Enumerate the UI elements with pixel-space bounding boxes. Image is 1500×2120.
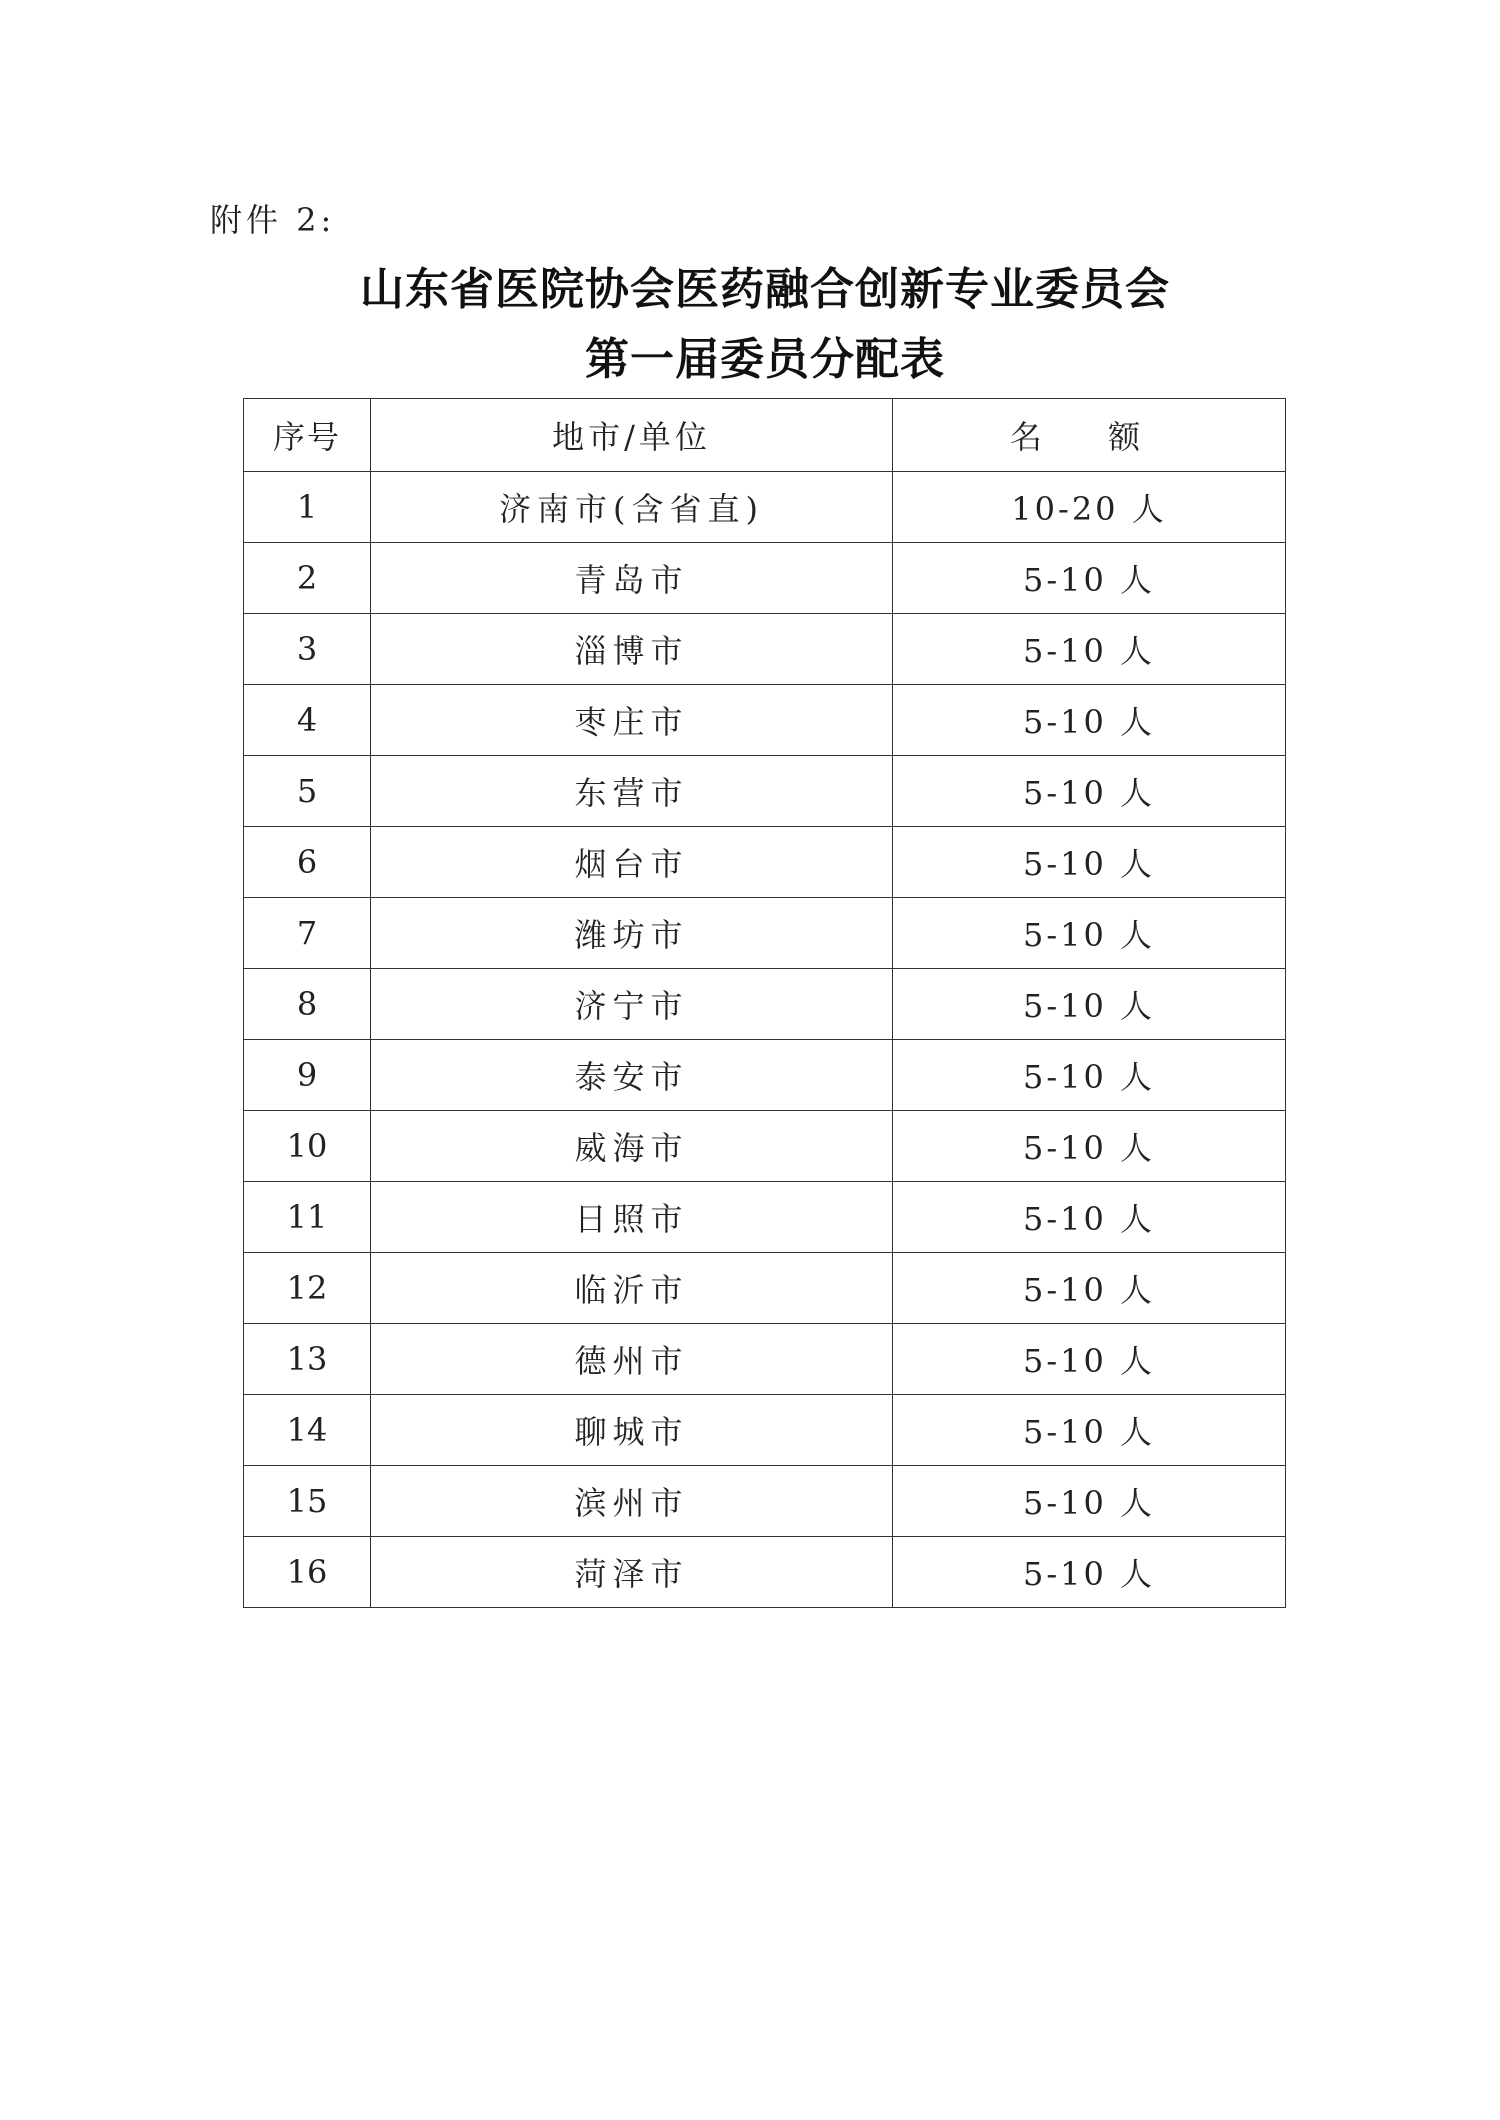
quota-cell: 5-10 人 [893, 1324, 1286, 1395]
table-body [244, 472, 1286, 1608]
city-unit-cell: 青岛市 [371, 543, 893, 614]
table-row [244, 1253, 1286, 1324]
serial-number-cell: 1 [244, 472, 371, 543]
attachment-label: 附件 2: [210, 201, 336, 239]
city-unit-cell: 日照市 [371, 1182, 893, 1253]
city-unit-cell: 潍坊市 [371, 898, 893, 969]
table-row [244, 1040, 1286, 1111]
serial-number-cell: 9 [244, 1040, 371, 1111]
table-row [244, 1111, 1286, 1182]
table-row [244, 827, 1286, 898]
title-line-1: 山东省医院协会医药融合创新专业委员会 [360, 264, 1170, 315]
city-unit-cell: 菏泽市 [371, 1537, 893, 1608]
city-unit-cell: 泰安市 [371, 1040, 893, 1111]
serial-number-cell: 12 [244, 1253, 371, 1324]
quota-cell: 5-10 人 [893, 898, 1286, 969]
table-header-row [244, 399, 1286, 472]
quota-cell: 5-10 人 [893, 827, 1286, 898]
city-unit-cell: 聊城市 [371, 1395, 893, 1466]
serial-number-cell: 10 [244, 1111, 371, 1182]
table-row [244, 685, 1286, 756]
serial-number-cell: 7 [244, 898, 371, 969]
quota-cell: 5-10 人 [893, 1537, 1286, 1608]
header-serial-number: 序号 [244, 399, 371, 472]
city-unit-cell: 淄博市 [371, 614, 893, 685]
table-row [244, 543, 1286, 614]
table-row [244, 756, 1286, 827]
serial-number-cell: 4 [244, 685, 371, 756]
table-row [244, 898, 1286, 969]
city-unit-cell: 烟台市 [371, 827, 893, 898]
quota-cell: 5-10 人 [893, 756, 1286, 827]
serial-number-cell: 11 [244, 1182, 371, 1253]
table-row [244, 1324, 1286, 1395]
document-title [0, 255, 1500, 395]
serial-number-cell: 16 [244, 1537, 371, 1608]
serial-number-cell: 13 [244, 1324, 371, 1395]
table-row [244, 614, 1286, 685]
quota-cell: 5-10 人 [893, 1253, 1286, 1324]
table-row [244, 1466, 1286, 1537]
serial-number-cell: 8 [244, 969, 371, 1040]
allocation-table [243, 398, 1286, 1608]
quota-cell: 5-10 人 [893, 1111, 1286, 1182]
table-row [244, 1182, 1286, 1253]
quota-cell: 5-10 人 [893, 1395, 1286, 1466]
quota-cell: 5-10 人 [893, 969, 1286, 1040]
quota-cell: 5-10 人 [893, 685, 1286, 756]
quota-cell: 5-10 人 [893, 543, 1286, 614]
city-unit-cell: 东营市 [371, 756, 893, 827]
city-unit-cell: 滨州市 [371, 1466, 893, 1537]
city-unit-cell: 济宁市 [371, 969, 893, 1040]
title-line-2: 第一届委员分配表 [585, 334, 945, 385]
city-unit-cell: 临沂市 [371, 1253, 893, 1324]
serial-number-cell: 6 [244, 827, 371, 898]
table-row [244, 472, 1286, 543]
header-city-unit: 地市/单位 [371, 399, 893, 472]
serial-number-cell: 15 [244, 1466, 371, 1537]
header-quota: 名 额 [893, 399, 1286, 472]
serial-number-cell: 5 [244, 756, 371, 827]
quota-cell: 5-10 人 [893, 1040, 1286, 1111]
quota-cell: 5-10 人 [893, 1466, 1286, 1537]
serial-number-cell: 14 [244, 1395, 371, 1466]
table-row [244, 1537, 1286, 1608]
city-unit-cell: 济南市(含省直) [371, 472, 893, 543]
city-unit-cell: 德州市 [371, 1324, 893, 1395]
table-row [244, 1395, 1286, 1466]
table-row [244, 969, 1286, 1040]
serial-number-cell: 2 [244, 543, 371, 614]
city-unit-cell: 枣庄市 [371, 685, 893, 756]
quota-cell: 5-10 人 [893, 614, 1286, 685]
quota-cell: 5-10 人 [893, 1182, 1286, 1253]
city-unit-cell: 威海市 [371, 1111, 893, 1182]
quota-cell: 10-20 人 [893, 472, 1286, 543]
serial-number-cell: 3 [244, 614, 371, 685]
